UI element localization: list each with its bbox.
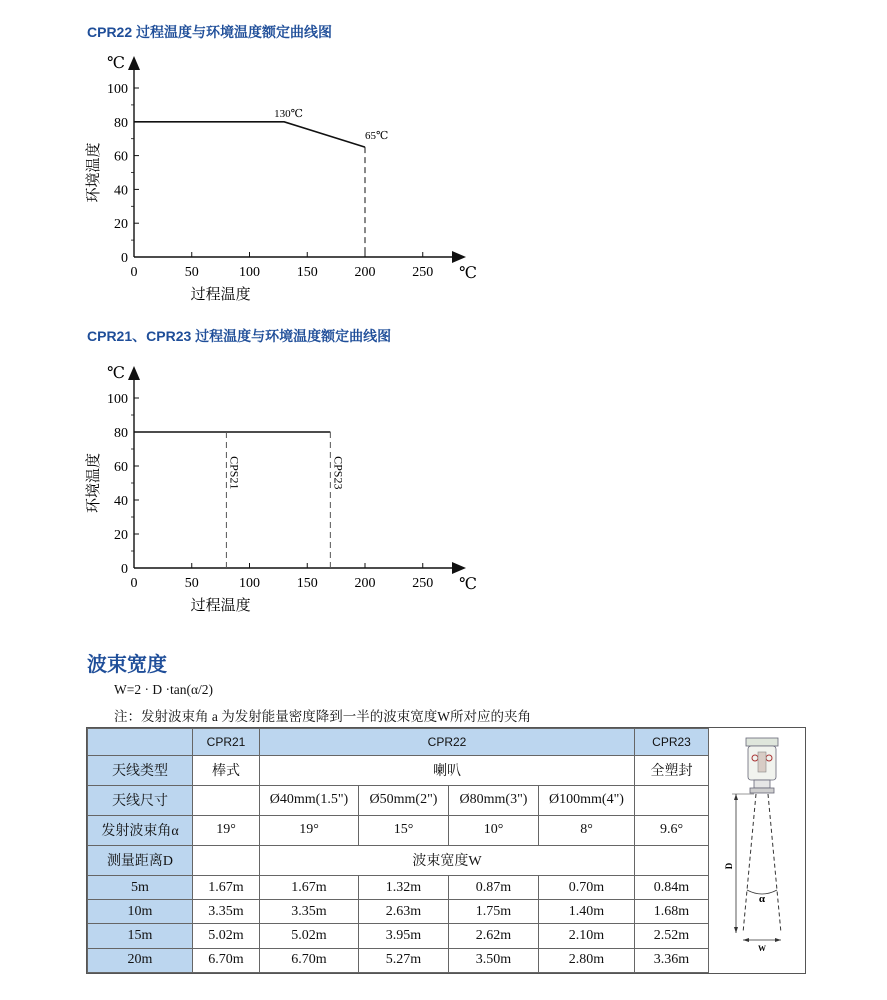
- table-cell: Ø40mm(1.5"): [260, 785, 359, 815]
- table-cell: 5.02m: [193, 924, 260, 948]
- x-tick-label: 0: [130, 576, 138, 591]
- table-cell: 2.62m: [449, 924, 539, 948]
- beam-width-note: 注：发射波束角 a 为发射能量密度降到一半的波束宽度W所对应的夹角: [114, 709, 531, 724]
- header-corner-cell: [88, 729, 193, 756]
- table-cell: 1.67m: [193, 875, 260, 899]
- table-cell: 1.32m: [359, 875, 449, 899]
- row-label: 发射波束角α: [88, 815, 193, 845]
- table-cell: 2.63m: [359, 900, 449, 924]
- chart1-title: CPR22 过程温度与环境温度额定曲线图: [87, 24, 333, 40]
- table-row-antenna-size: [88, 785, 709, 815]
- table-cell: 5.02m: [260, 924, 359, 948]
- header-cpr22: CPR22: [260, 729, 635, 756]
- width-label: W: [758, 944, 766, 953]
- cone-right-edge: [768, 794, 781, 933]
- beam-width-heading: 波束宽度: [87, 654, 167, 676]
- x-tick-label: 100: [239, 576, 260, 591]
- y-tick-label: 20: [114, 217, 128, 233]
- table-cell: 喇叭: [260, 756, 635, 786]
- table-cell: 19°: [260, 815, 359, 845]
- table-cell: 3.95m: [359, 924, 449, 948]
- table-cell: 0.70m: [539, 875, 635, 899]
- table-cell: 3.50m: [449, 948, 539, 972]
- x-axis-label: 过程温度: [190, 287, 251, 303]
- beam-width-table-frame: [86, 727, 806, 974]
- beam-width-table: [87, 728, 709, 973]
- y-tick-label: 0: [121, 251, 128, 266]
- table-cell: 2.52m: [635, 924, 709, 948]
- distance-label: D: [724, 862, 734, 870]
- table-row: [88, 948, 709, 972]
- table-cell: [193, 845, 260, 875]
- y-tick-label: 0: [121, 562, 128, 577]
- table-row: [88, 924, 709, 948]
- x-axis-arrow: [452, 562, 466, 574]
- row-label: 15m: [88, 924, 193, 948]
- y-tick-label: 40: [114, 183, 128, 199]
- table-cell: 1.67m: [260, 875, 359, 899]
- row-label: 天线类型: [88, 756, 193, 786]
- y-unit-label: ℃: [107, 55, 125, 72]
- x-tick-label: 150: [296, 265, 318, 280]
- y-unit-label: ℃: [107, 365, 125, 382]
- table-header-row: [88, 729, 709, 756]
- beam-cone-illustration: [710, 728, 805, 973]
- y-axis-label: 环境温度: [86, 452, 102, 514]
- table-cell: 3.35m: [193, 900, 260, 924]
- radar-sensor-icon: [746, 738, 778, 793]
- table-cell: Ø100mm(4"): [539, 785, 635, 815]
- x-tick-label: 50: [184, 576, 199, 591]
- table-row-distance-header: [88, 845, 709, 875]
- table-cell: 6.70m: [260, 948, 359, 972]
- x-unit-label: ℃: [459, 576, 477, 593]
- x-tick-label: 100: [239, 265, 260, 280]
- table-cell: 波束宽度W: [260, 845, 635, 875]
- table-cell: 1.75m: [449, 900, 539, 924]
- table-cell: 0.87m: [449, 875, 539, 899]
- x-tick-label: 200: [354, 265, 376, 280]
- annotation-130: 130℃: [274, 107, 303, 120]
- header-cpr23: CPR23: [635, 729, 709, 756]
- table-row: [88, 900, 709, 924]
- alpha-label: α: [758, 893, 766, 905]
- table-cell: 2.10m: [539, 924, 635, 948]
- marker-label: CPS21: [227, 456, 242, 490]
- annotation-65: 65℃: [365, 130, 389, 143]
- table-cell: 3.35m: [260, 900, 359, 924]
- row-label: 5m: [88, 875, 193, 899]
- table-row: [88, 875, 709, 899]
- y-tick-label: 20: [114, 528, 128, 543]
- y-tick-label: 60: [114, 149, 128, 165]
- row-label: 20m: [88, 948, 193, 972]
- beam-width-formula: W=2 · D ·tan(α/2): [114, 682, 214, 697]
- marker-label: CPS23: [331, 456, 346, 490]
- table-cell: 15°: [359, 815, 449, 845]
- table-cell: Ø80mm(3"): [449, 785, 539, 815]
- row-label: 10m: [88, 900, 193, 924]
- y-axis-label: 环境温度: [86, 142, 102, 203]
- y-tick-label: 100: [107, 82, 128, 97]
- table-cell: [635, 785, 709, 815]
- x-unit-label: ℃: [459, 265, 477, 282]
- y-axis-arrow: [128, 366, 140, 380]
- x-tick-label: 250: [412, 576, 434, 591]
- x-tick-label: 0: [130, 265, 138, 280]
- table-cell: 6.70m: [193, 948, 260, 972]
- table-row-antenna-type: [88, 756, 709, 786]
- table-cell: 1.68m: [635, 900, 709, 924]
- table-cell: 0.84m: [635, 875, 709, 899]
- row-label: 天线尺寸: [88, 785, 193, 815]
- table-cell: 1.40m: [539, 900, 635, 924]
- table-cell: 棒式: [193, 756, 260, 786]
- y-tick-label: 80: [114, 115, 128, 131]
- y-tick-label: 100: [107, 392, 128, 407]
- x-tick-label: 250: [412, 265, 434, 280]
- y-tick-label: 80: [114, 426, 128, 441]
- table-cell: 10°: [449, 815, 539, 845]
- x-tick-label: 150: [296, 576, 318, 591]
- x-axis-label: 过程温度: [190, 598, 251, 614]
- row-label: 测量距离D: [88, 845, 193, 875]
- table-cell: Ø50mm(2"): [359, 785, 449, 815]
- chart2-title: CPR21、CPR23 过程温度与环境温度额定曲线图: [87, 328, 392, 344]
- table-cell: 3.36m: [635, 948, 709, 972]
- x-tick-label: 50: [184, 265, 199, 280]
- table-cell: 5.27m: [359, 948, 449, 972]
- header-cpr21: CPR21: [193, 729, 260, 756]
- table-cell: 8°: [539, 815, 635, 845]
- table-cell: [635, 845, 709, 875]
- table-cell: 全塑封: [635, 756, 709, 786]
- x-tick-label: 200: [354, 576, 376, 591]
- y-tick-label: 40: [114, 494, 128, 509]
- table-cell: 19°: [193, 815, 260, 845]
- table-cell: [193, 785, 260, 815]
- table-cell: 2.80m: [539, 948, 635, 972]
- y-tick-label: 60: [114, 460, 128, 475]
- cone-left-edge: [743, 794, 756, 933]
- table-cell: 9.6°: [635, 815, 709, 845]
- table-row-beam-angle: [88, 815, 709, 845]
